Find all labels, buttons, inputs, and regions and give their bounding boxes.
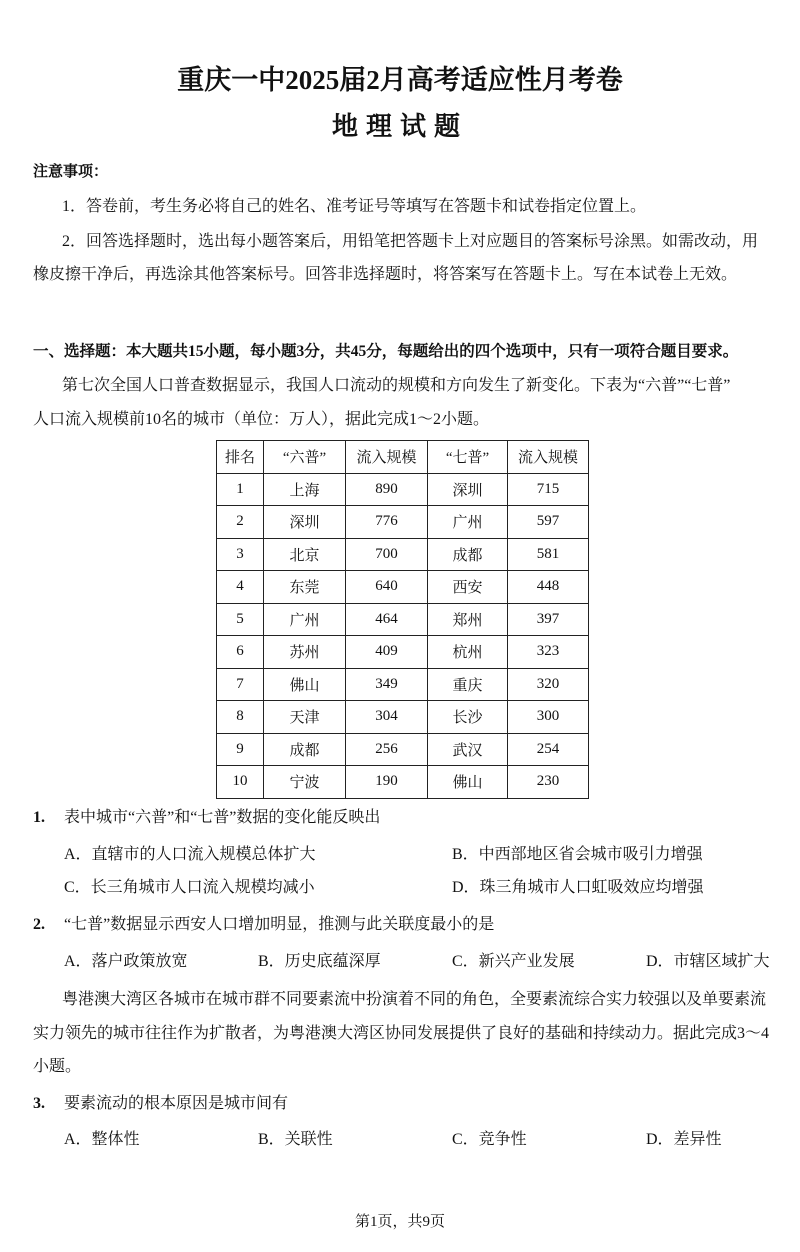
option-c: C．长三角城市人口流入规模均减小 — [64, 879, 315, 896]
table-cell: 成都 — [428, 538, 508, 571]
table-cell: 349 — [346, 668, 428, 701]
table-cell: 9 — [217, 733, 264, 766]
intro-paragraph: 粤港澳大湾区各城市在城市群不同要素流中扮演着不同的角色，全要素流综合实力较强以及单要素流 — [62, 991, 767, 1008]
table-cell: 300 — [508, 701, 589, 734]
option-b: B．中西部地区省会城市吸引力增强 — [452, 846, 703, 863]
table-cell: 581 — [508, 538, 589, 571]
table-cell: 杭州 — [428, 636, 508, 669]
table-cell: 北京 — [264, 538, 346, 571]
table-cell: 宁波 — [264, 766, 346, 799]
table-cell: 排名 — [217, 441, 264, 474]
option-a: A．落户政策放宽 — [64, 953, 188, 970]
table-row — [217, 571, 589, 604]
table-cell: 深圳 — [264, 506, 346, 539]
table-row — [217, 506, 589, 539]
question-stem: 要素流动的根本原因是城市间有 — [64, 1095, 289, 1112]
table-cell: 广州 — [428, 506, 508, 539]
table-row — [217, 701, 589, 734]
notice-item: 橡皮擦干净后，再选涂其他答案标号。回答非选择题时，将答案写在答题卡上。写在本试卷上无效。 — [33, 266, 738, 283]
section-heading: 一、选择题：本大题共15小题，每小题3分，共45分，每题给出的四个选项中，只有一项符合题目要求。 — [33, 343, 739, 360]
table-cell: 304 — [346, 701, 428, 734]
table-row — [217, 636, 589, 669]
table-cell: 上海 — [264, 473, 346, 506]
table-row — [217, 538, 589, 571]
question-number: 1. — [33, 809, 45, 826]
option-a: A．整体性 — [64, 1131, 140, 1148]
table-cell: 323 — [508, 636, 589, 669]
intro-paragraph: 第七次全国人口普查数据显示，我国人口流动的规模和方向发生了新变化。下表为“六普”“七普” — [62, 377, 731, 394]
table-cell: 890 — [346, 473, 428, 506]
intro-paragraph: 人口流入规模前10名的城市（单位：万人），据此完成1～2小题。 — [33, 411, 490, 428]
table-cell: 佛山 — [428, 766, 508, 799]
table-cell: 700 — [346, 538, 428, 571]
option-a: A．直辖市的人口流入规模总体扩大 — [64, 846, 316, 863]
question-number: 3. — [33, 1095, 45, 1112]
table-header-row — [217, 441, 589, 474]
table-cell: 成都 — [264, 733, 346, 766]
option-d: D．珠三角城市人口虹吸效应均增强 — [452, 879, 704, 896]
table-cell: 230 — [508, 766, 589, 799]
option-d: D．市辖区域扩大 — [646, 953, 770, 970]
table-cell: 8 — [217, 701, 264, 734]
table-cell: 4 — [217, 571, 264, 604]
intro-paragraph: 实力领先的城市往往作为扩散者，为粤港澳大湾区协同发展提供了良好的基础和持续动力。据此完成3～4 — [33, 1025, 770, 1042]
table-cell: 广州 — [264, 603, 346, 636]
option-c: C．竞争性 — [452, 1131, 527, 1148]
table-cell: 320 — [508, 668, 589, 701]
table-cell: 天津 — [264, 701, 346, 734]
table-cell: 深圳 — [428, 473, 508, 506]
table-cell: 长沙 — [428, 701, 508, 734]
table-row — [217, 668, 589, 701]
table-cell: 西安 — [428, 571, 508, 604]
question-number: 2. — [33, 916, 45, 933]
table-cell: 流入规模 — [346, 441, 428, 474]
table-cell: 3 — [217, 538, 264, 571]
table-row — [217, 603, 589, 636]
migration-table — [216, 440, 589, 799]
table-cell: 715 — [508, 473, 589, 506]
question-stem: 表中城市“六普”和“七普”数据的变化能反映出 — [64, 809, 381, 826]
option-d: D．差异性 — [646, 1131, 722, 1148]
table-cell: 佛山 — [264, 668, 346, 701]
table-cell: 苏州 — [264, 636, 346, 669]
table-cell: “七普” — [428, 441, 508, 474]
table-row — [217, 766, 589, 799]
table-cell: 10 — [217, 766, 264, 799]
table-cell: 640 — [346, 571, 428, 604]
question-stem: “七普”数据显示西安人口增加明显，推测与此关联度最小的是 — [64, 916, 495, 933]
table-cell: 郑州 — [428, 603, 508, 636]
table-cell: 409 — [346, 636, 428, 669]
intro-paragraph: 小题。 — [33, 1058, 82, 1075]
table-cell: 256 — [346, 733, 428, 766]
table-cell: 东莞 — [264, 571, 346, 604]
option-b: B．关联性 — [258, 1131, 333, 1148]
table-cell: 597 — [508, 506, 589, 539]
table-row — [217, 473, 589, 506]
table-cell: 7 — [217, 668, 264, 701]
table-cell: 254 — [508, 733, 589, 766]
page-footer: 第1页，共9页 — [354, 1214, 445, 1230]
table-cell: “六普” — [264, 441, 346, 474]
exam-title: 重庆一中2025届2月高考适应性月考卷 — [177, 65, 623, 95]
table-cell: 重庆 — [428, 668, 508, 701]
table-cell: 流入规模 — [508, 441, 589, 474]
notice-item: 1．答卷前，考生务必将自己的姓名、准考证号等填写在答题卡和试卷指定位置上。 — [62, 198, 647, 215]
notice-heading: 注意事项： — [33, 164, 109, 180]
table-cell: 1 — [217, 473, 264, 506]
table-cell: 2 — [217, 506, 264, 539]
option-b: B．历史底蕴深厚 — [258, 953, 381, 970]
option-c: C．新兴产业发展 — [452, 953, 575, 970]
table-row — [217, 733, 589, 766]
exam-subtitle: 地理试题 — [331, 112, 468, 141]
table-cell: 448 — [508, 571, 589, 604]
table-cell: 464 — [346, 603, 428, 636]
table-cell: 5 — [217, 603, 264, 636]
table-cell: 武汉 — [428, 733, 508, 766]
table-cell: 190 — [346, 766, 428, 799]
table-cell: 6 — [217, 636, 264, 669]
table-cell: 397 — [508, 603, 589, 636]
notice-item: 2．回答选择题时，选出每小题答案后，用铅笔把答题卡上对应题目的答案标号涂黑。如需改动，用 — [62, 233, 759, 250]
table-cell: 776 — [346, 506, 428, 539]
